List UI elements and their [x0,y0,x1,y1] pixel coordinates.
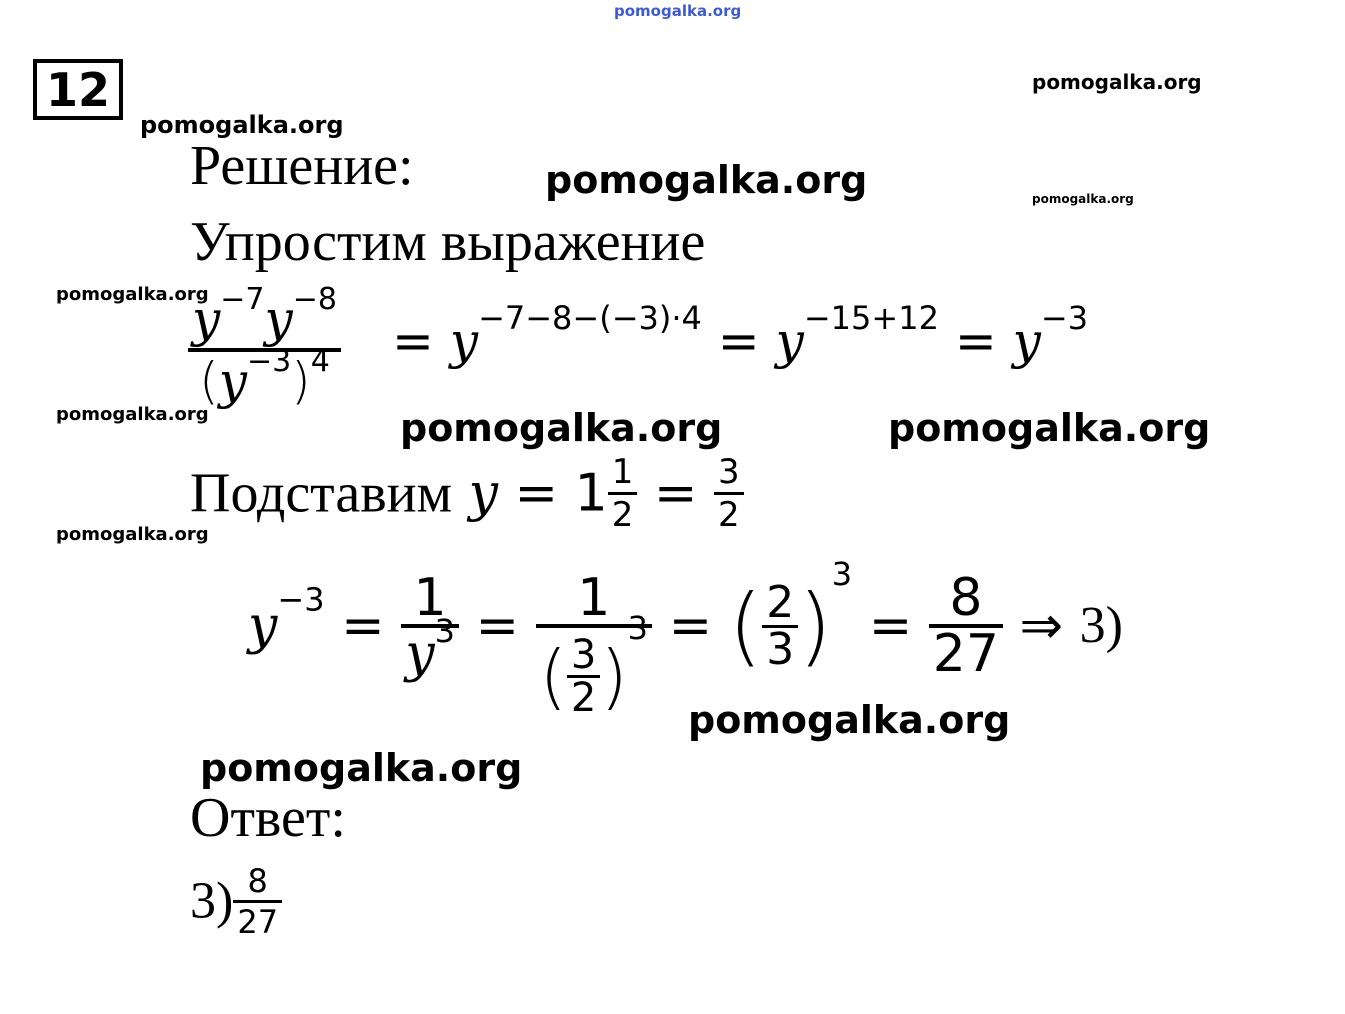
fraction [188,282,341,410]
paren-close: ) [291,352,311,410]
solution-heading: Решение: [190,135,414,197]
fraction: $\frac{3}{2}$ [714,452,744,535]
answer-prefix: 3) [190,872,234,930]
exponent: 3 [831,555,853,594]
equals-sign: = [475,596,520,656]
watermark: pomogalka.org [545,158,868,202]
answer-heading: Ответ: [190,787,346,849]
simplify-expression [188,282,341,410]
watermark-top: pomogalka.org [614,2,742,20]
watermark: pomogalka.org [1032,70,1202,94]
substitute-label: Подставим [190,462,453,525]
watermark: pomogalka.org [1032,192,1134,206]
exponent: −3 [1040,299,1089,338]
var-y: y [192,290,221,348]
equals-sign: = [341,596,385,656]
exponent: −7 [220,282,265,317]
whole-part: 1 [574,463,608,524]
watermark: pomogalka.org [888,406,1211,450]
var-y: y [468,463,498,524]
var-y: y [264,290,293,348]
equals-sign: = [514,463,559,524]
equals-sign: = [653,463,698,524]
exponent: −8 [292,282,337,317]
var-y: y [248,596,278,656]
equals-sign: = [954,312,997,370]
var-y: y [218,352,247,410]
answer [190,862,282,941]
watermark: pomogalka.org [400,406,723,450]
simplify-heading: Упростим выражение [190,211,706,273]
exponent: −7−8−(−3)·4 [478,299,702,338]
watermark: pomogalka.org [56,524,209,545]
fraction: $\frac{2}{3}$ [762,581,798,672]
watermark: pomogalka.org [200,746,523,790]
implies-arrow: ⇒ [1019,596,1064,656]
equals-sign: = [668,596,713,656]
equals-sign: = [392,312,434,370]
watermark: pomogalka.org [56,284,209,305]
watermark: pomogalka.org [140,111,344,139]
fraction: 1 ( $\frac{3}{2}$ )$^3$ [536,572,652,718]
calculation: $y^{-3}$ = $\frac{1}{y^3}$ = 1 ( $\frac{3}{2}$ )$^3$ = ( $\frac{2}{3}$ )$^3$ = $\frac{8}{27}$ ⇒ 3) [248,555,1123,722]
exponent: −3 [246,344,292,379]
watermark: pomogalka.org [56,404,209,425]
var-y: y [1012,312,1041,370]
fraction: $\frac{1}{y^3}$ [401,572,459,680]
simplify-result [392,299,1089,370]
watermark: pomogalka.org [688,698,1011,742]
equals-sign: = [868,596,913,656]
answer-ref: 3) [1079,597,1123,654]
substitute-line [190,452,744,535]
exponent: −3 [277,580,325,619]
paren-open: ( [199,352,219,410]
var-y: y [775,312,804,370]
exponent: −15+12 [803,299,939,338]
equals-sign: = [717,312,760,370]
var-y: y [449,312,479,370]
fraction: $\frac{8}{27}$ [233,862,282,941]
fraction: $\frac{1}{2}$ [608,452,638,535]
exponent: 4 [310,344,330,379]
task-number: 12 [33,59,123,120]
fraction: $\frac{8}{27}$ [929,572,1003,680]
